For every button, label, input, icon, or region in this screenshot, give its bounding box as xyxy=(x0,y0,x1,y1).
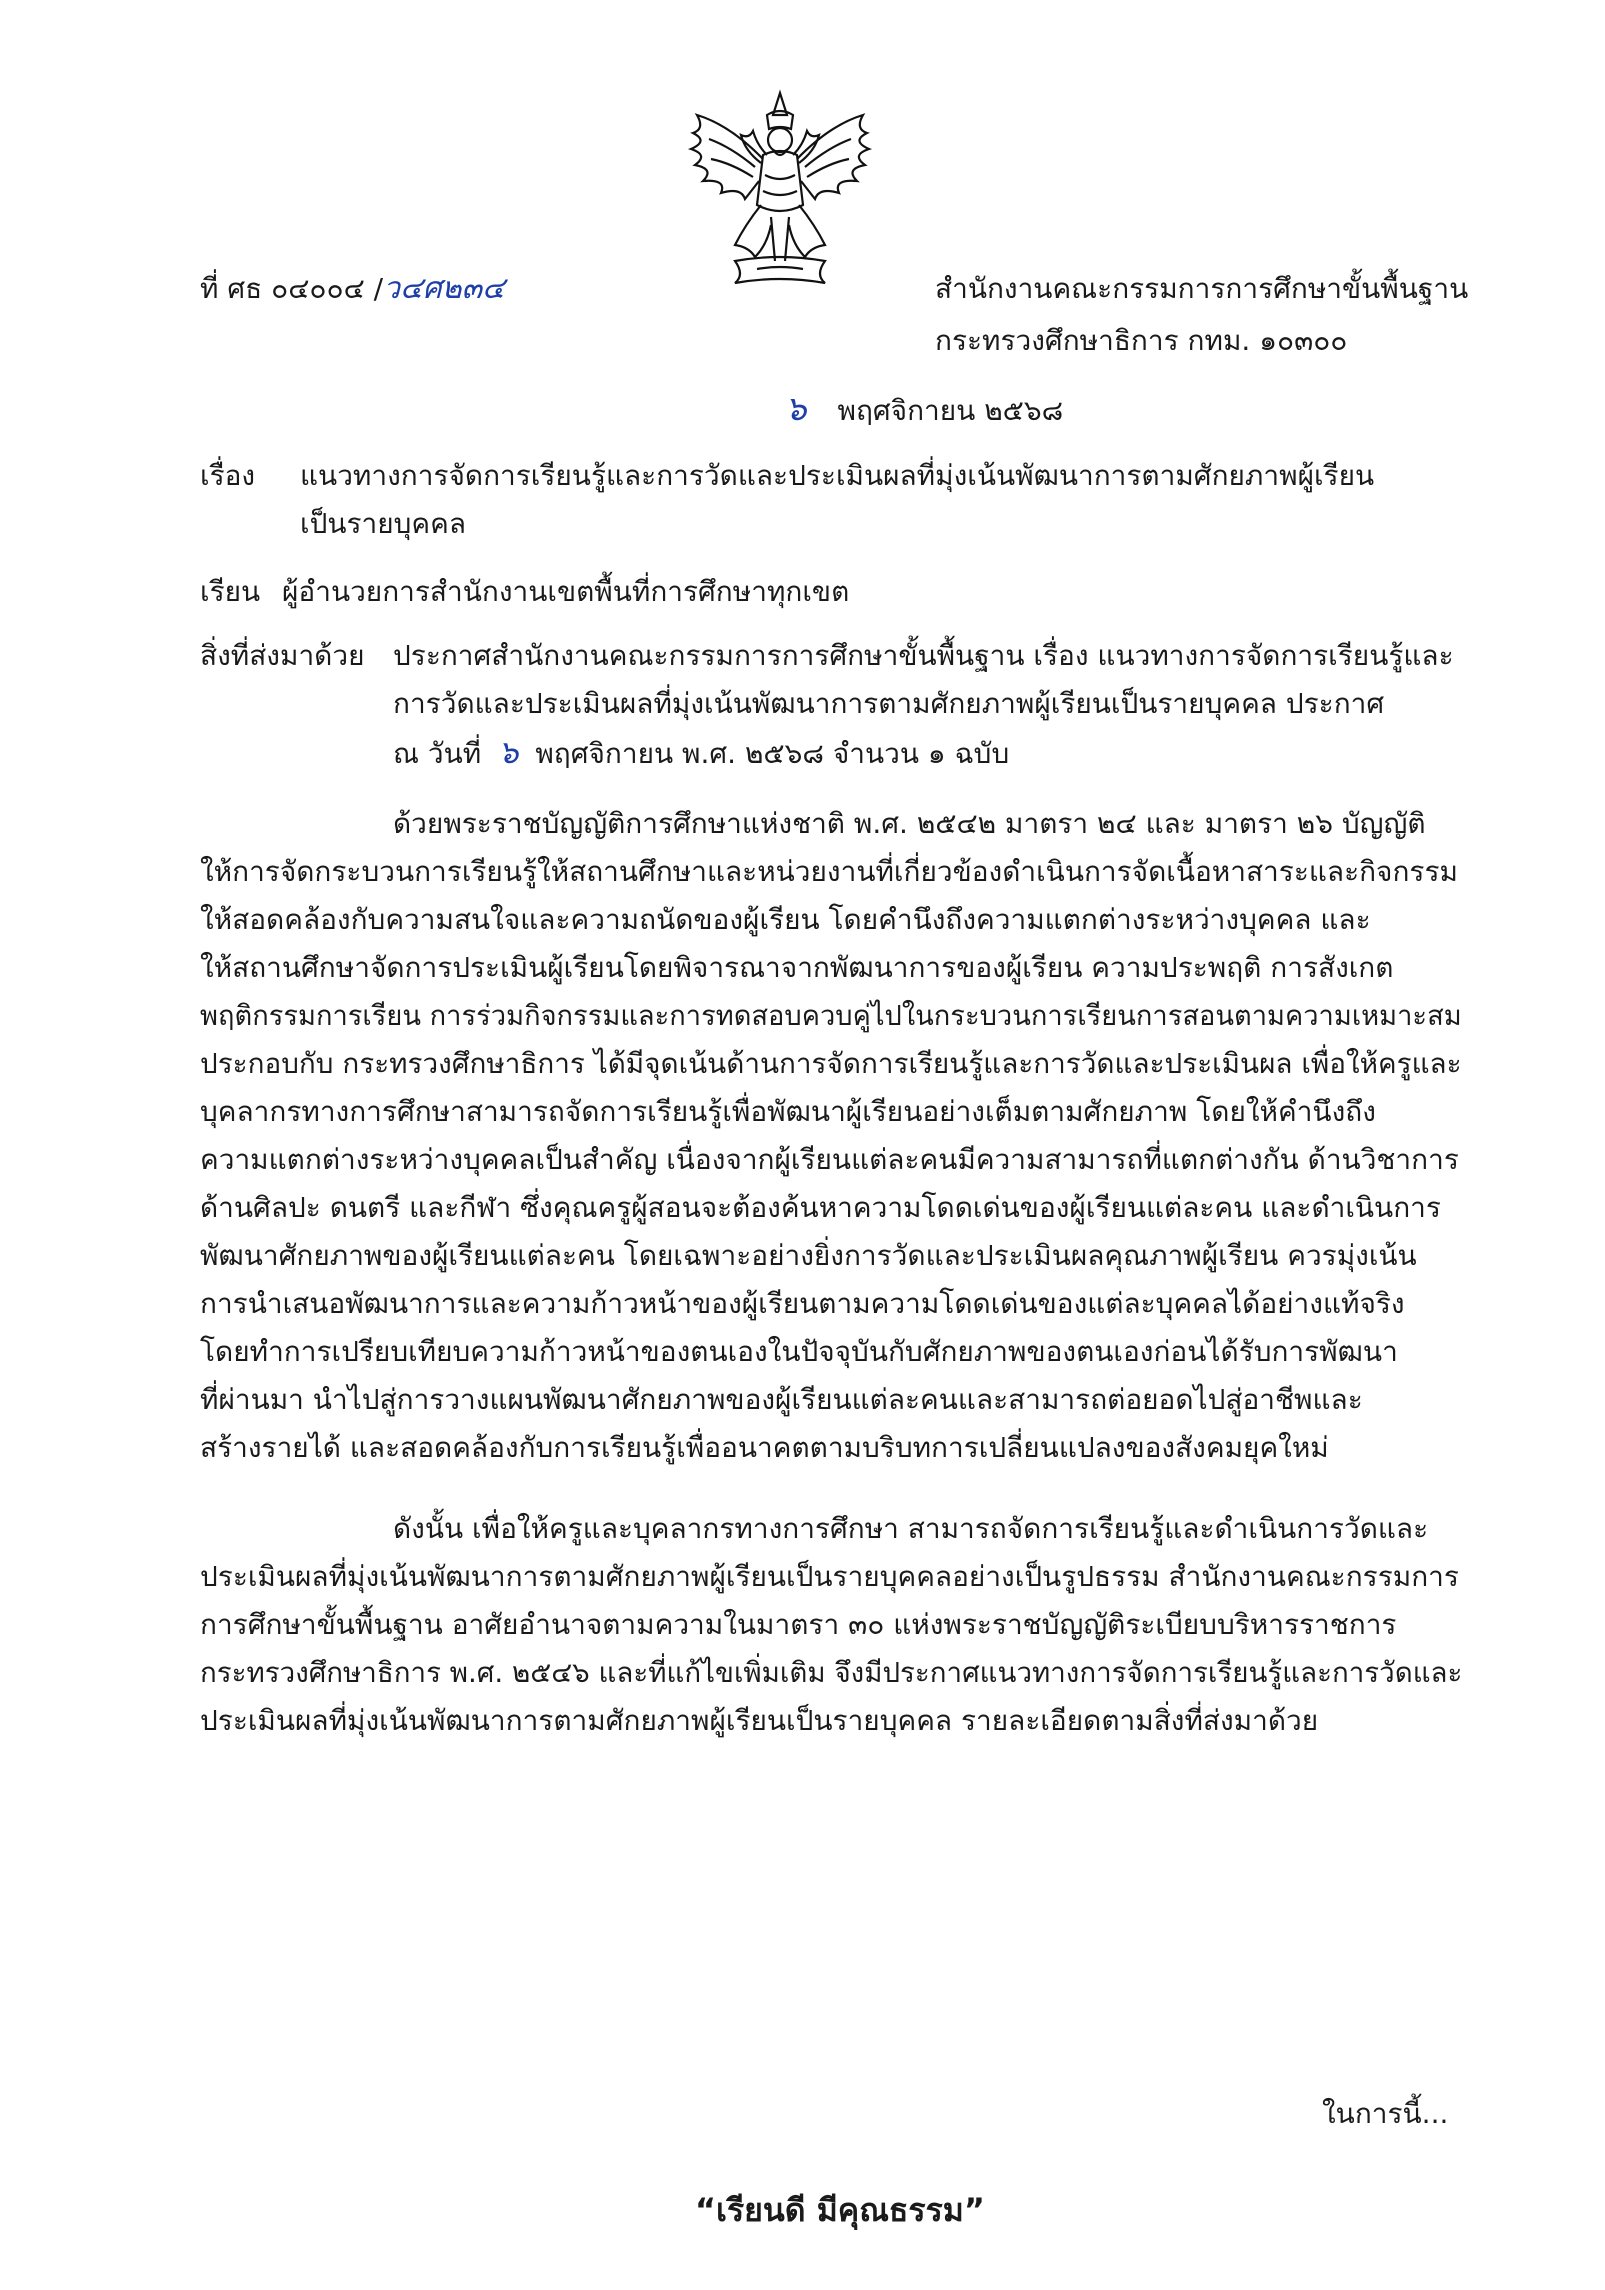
paragraph-1-line: ความแตกต่างระหว่างบุคคลเป็นสำคัญ เนื่องจากผู้เรียนแต่ละคนมีความสามารถที่แตกต่างกัน ด้านวิชาการ xyxy=(200,1143,1459,1176)
date-month-year: พฤศจิกายน ๒๕๖๘ xyxy=(837,394,1064,427)
paragraph-2-line: ประเมินผลที่มุ่งเน้นพัฒนาการตามศักยภาพผู้เรียนเป็นรายบุคคลอย่างเป็นรูปธรรม สำนักงานคณะกรรมการ xyxy=(200,1560,1459,1593)
paragraph-1-line: ด้านศิลปะ ดนตรี และกีฬา ซึ่งคุณครูผู้สอนจะต้องค้นหาความโดดเด่นของผู้เรียนแต่ละคน และดำเนินการ xyxy=(200,1191,1441,1224)
paragraph-1-line: ด้วยพระราชบัญญัติการศึกษาแห่งชาติ พ.ศ. ๒๕๔๒ มาตรา ๒๔ และ มาตรา ๒๖ บัญญัติ xyxy=(393,807,1426,840)
paragraph-1-line: พฤติกรรมการเรียน การร่วมกิจกรรมและการทดสอบควบคู่ไปในกระบวนการเรียนการสอนตามความเหมาะสม xyxy=(200,999,1462,1032)
paragraph-1-line: ให้การจัดกระบวนการเรียนรู้ให้สถานศึกษาและหน่วยงานที่เกี่ยวข้องดำเนินการจัดเนื้อหาสาระและกิจกรรม xyxy=(200,855,1458,888)
enclosure-date-rest: พฤศจิกายน พ.ศ. ๒๕๖๘ จำนวน ๑ ฉบับ xyxy=(535,737,1010,770)
addressee-label: เรียน xyxy=(200,575,261,608)
motto: “เรียนดี มีคุณธรรม” xyxy=(695,2191,985,2229)
paragraph-2-line: กระทรวงศึกษาธิการ พ.ศ. ๒๕๔๖ และที่แก้ไขเพิ่มเติม จึงมีประกาศแนวทางการจัดการเรียนรู้และการวัดและ xyxy=(200,1656,1463,1689)
garuda-emblem-icon xyxy=(675,85,885,295)
paragraph-1-line: สร้างรายได้ และสอดคล้องกับการเรียนรู้เพื่ออนาคตตามบริบทการเปลี่ยนแปลงของสังคมยุคใหม่ xyxy=(200,1431,1329,1464)
enclosure-date-prefix: ณ วันที่ xyxy=(393,737,482,770)
paragraph-2-line: ดังนั้น เพื่อให้ครูและบุคลากรทางการศึกษา สามารถจัดการเรียนรู้และดำเนินการวัดและ xyxy=(393,1512,1429,1545)
reference-prefix: ที่ ศธ ๐๔๐๐๔ / xyxy=(200,272,384,305)
continuation-text: ในการนี้... xyxy=(1322,2097,1449,2130)
subject-line-2: เป็นรายบุคคล xyxy=(300,507,467,540)
paragraph-1-line: การนำเสนอพัฒนาการและความก้าวหน้าของผู้เรียนตามความโดดเด่นของแต่ละบุคคลได้อย่างแท้จริง xyxy=(200,1287,1405,1320)
paragraph-1-line: ให้สอดคล้องกับความสนใจและความถนัดของผู้เรียน โดยคำนึงถึงความแตกต่างระหว่างบุคคล และ xyxy=(200,903,1371,936)
reference-handwritten: ว๔ศ๒๓๔ xyxy=(383,271,505,306)
paragraph-1-line: พัฒนาศักยภาพของผู้เรียนแต่ละคน โดยเฉพาะอย่างยิ่งการวัดและประเมินผลคุณภาพผู้เรียน ควรมุ่งเน้น xyxy=(200,1239,1417,1272)
enclosure-line-3 xyxy=(393,728,1009,778)
paragraph-1-line: ให้สถานศึกษาจัดการประเมินผู้เรียนโดยพิจารณาจากพัฒนาการของผู้เรียน ความประพฤติ การสังเกต xyxy=(200,951,1394,984)
paragraph-1-line: ประกอบกับ กระทรวงศึกษาธิการ ได้มีจุดเน้นด้านการจัดการเรียนรู้และการวัดและประเมินผล เพื่อให้ครูและ xyxy=(200,1047,1462,1080)
enclosure-day-handwritten: ๖ xyxy=(498,733,519,771)
office-address: กระทรวงศึกษาธิการ กทม. ๑๐๓๐๐ xyxy=(935,324,1348,357)
addressee-text: ผู้อำนวยการสำนักงานเขตพื้นที่การศึกษาทุกเขต xyxy=(282,575,850,608)
reference-number xyxy=(200,265,505,313)
subject-label: เรื่อง xyxy=(200,459,256,492)
enclosure-line-1: ประกาศสำนักงานคณะกรรมการการศึกษาขั้นพื้นฐาน เรื่อง แนวทางการจัดการเรียนรู้และ xyxy=(393,639,1454,672)
paragraph-1-line: ที่ผ่านมา นำไปสู่การวางแผนพัฒนาศักยภาพของผู้เรียนแต่ละคนและสามารถต่อยอดไปสู่อาชีพและ xyxy=(200,1383,1363,1416)
office-name: สำนักงานคณะกรรมการการศึกษาขั้นพื้นฐาน xyxy=(935,272,1469,305)
enclosure-label: สิ่งที่ส่งมาด้วย xyxy=(200,639,365,672)
enclosure-line-2: การวัดและประเมินผลที่มุ่งเน้นพัฒนาการตามศักยภาพผู้เรียนเป็นรายบุคคล ประกาศ xyxy=(393,687,1385,720)
letter-date xyxy=(785,385,1063,435)
subject-line-1: แนวทางการจัดการเรียนรู้และการวัดและประเมินผลที่มุ่งเน้นพัฒนาการตามศักยภาพผู้เรียน xyxy=(300,459,1375,492)
paragraph-2-line: การศึกษาขั้นพื้นฐาน อาศัยอำนาจตามความในมาตรา ๓๐ แห่งพระราชบัญญัติระเบียบบริหารราชการ xyxy=(200,1608,1397,1641)
paragraph-1-line: บุคลากรทางการศึกษาสามารถจัดการเรียนรู้เพื่อพัฒนาผู้เรียนอย่างเต็มตามศักยภาพ โดยให้คำนึงถึง xyxy=(200,1095,1376,1128)
paragraph-1-line: โดยทำการเปรียบเทียบความก้าวหน้าของตนเองในปัจจุบันกับศักยภาพของตนเองก่อนได้รับการพัฒนา xyxy=(200,1335,1398,1368)
date-day-handwritten: ๖ xyxy=(785,389,807,429)
paragraph-2-line: ประเมินผลที่มุ่งเน้นพัฒนาการตามศักยภาพผู้เรียนเป็นรายบุคคล รายละเอียดตามสิ่งที่ส่งมาด้วย xyxy=(200,1704,1319,1737)
